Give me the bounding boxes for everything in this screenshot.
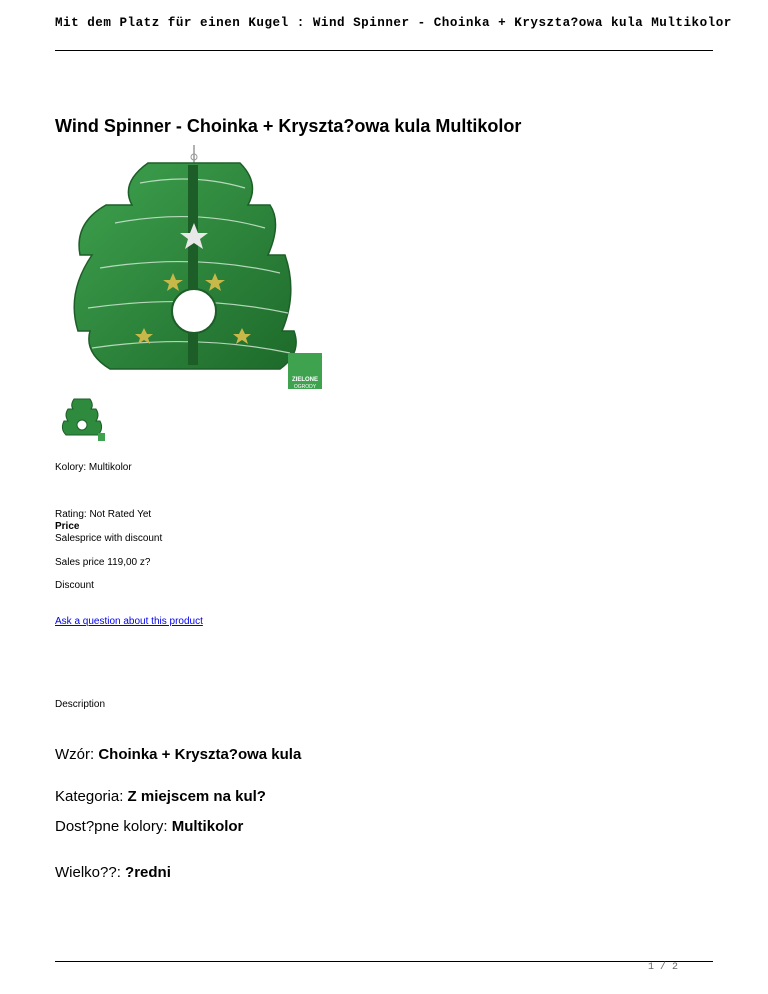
running-header-title: Mit dem Platz für einen Kugel : Wind Spinner - Choinka + Kryszta?owa kula Multikolor [55, 16, 732, 30]
detail-value: Choinka + Kryszta?owa kula [98, 746, 302, 763]
description-heading: Description [55, 699, 106, 710]
detail-label: Kategoria: [55, 788, 128, 805]
detail-row-size [55, 864, 171, 881]
detail-value: Multikolor [171, 818, 244, 835]
logo-sub: OGRODY [293, 384, 317, 390]
colors-line: Kolory: Multikolor [55, 462, 132, 473]
detail-value: Z miejscem na kul? [127, 788, 266, 805]
detail-label: Dost?pne kolory: [55, 818, 172, 835]
detail-label: Wzór: [55, 746, 99, 763]
detail-row-category [55, 788, 266, 805]
salesprice-with-discount: Salesprice with discount [55, 533, 163, 544]
product-title: Wind Spinner - Choinka + Kryszta?owa kula Multikolor [55, 116, 522, 136]
sales-price: Sales price 119,00 z? [55, 557, 151, 568]
footer-rule [55, 961, 713, 962]
detail-value: ?redni [125, 864, 171, 881]
detail-row-pattern [55, 746, 301, 763]
rating-text: Rating: Not Rated Yet [55, 509, 152, 520]
detail-label: Wielko??: [55, 864, 126, 881]
page-indicator: 1 / 2 [648, 962, 679, 973]
product-thumbnail-image[interactable] [58, 395, 106, 443]
header-rule [55, 50, 713, 51]
product-main-image[interactable] [70, 143, 332, 395]
discount-label: Discount [55, 580, 94, 591]
price-heading: Price [55, 521, 80, 532]
detail-row-colors [55, 818, 243, 835]
logo-brand: ZIELONE [291, 377, 319, 383]
ask-question-link[interactable]: Ask a question about this product [55, 616, 203, 627]
